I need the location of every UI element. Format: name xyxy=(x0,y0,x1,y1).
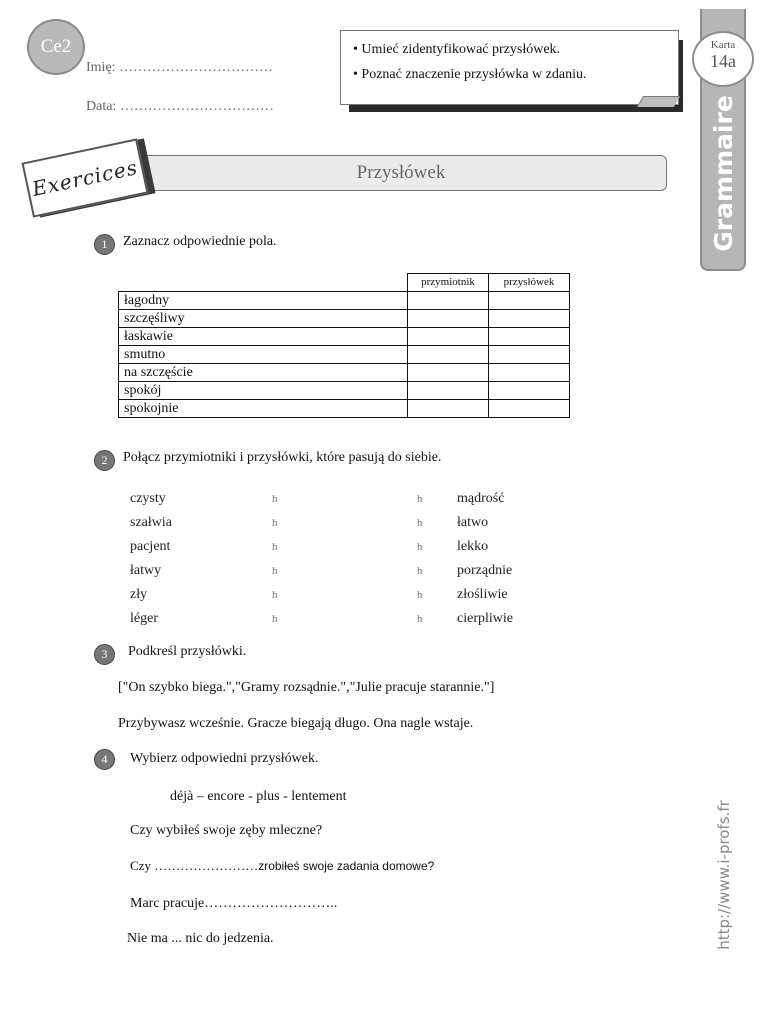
question-2-rest: zrobiłeś swoje zadania domowe? xyxy=(258,859,435,873)
card-number: 14a xyxy=(710,51,736,71)
word-cell: łagodny xyxy=(119,292,408,310)
match-dot-right[interactable]: h xyxy=(417,517,423,529)
adverb-checkbox[interactable] xyxy=(489,310,570,328)
table-row xyxy=(119,364,570,382)
adverb-checkbox[interactable] xyxy=(489,328,570,346)
right-word: porządnie xyxy=(457,563,513,578)
right-word: mądrość xyxy=(457,491,505,506)
table-row xyxy=(119,310,570,328)
question-2-blank[interactable]: Czy …………………… xyxy=(130,858,259,873)
date-field[interactable]: Data: …………………………… xyxy=(86,99,274,114)
question-3[interactable]: Marc pracuje……………………….. xyxy=(130,896,338,911)
table-row xyxy=(119,292,570,310)
word-cell: spokój xyxy=(119,382,408,400)
match-dot-right[interactable]: h xyxy=(417,541,423,553)
table-row xyxy=(119,346,570,364)
exercises-badge-label: Exercices xyxy=(30,155,140,201)
adjective-checkbox[interactable] xyxy=(408,328,489,346)
level-label: Ce2 xyxy=(40,36,72,57)
match-dot-left[interactable]: h xyxy=(272,565,278,577)
left-word: zły xyxy=(130,587,148,602)
table-row xyxy=(119,382,570,400)
adverb-checkbox[interactable] xyxy=(489,292,570,310)
word-cell: na szczęście xyxy=(119,364,408,382)
objective-2: • Poznać znaczenie przysłówka w zdaniu. xyxy=(353,67,587,82)
match-dot-left[interactable]: h xyxy=(272,541,278,553)
left-word: léger xyxy=(130,611,158,626)
adjective-checkbox[interactable] xyxy=(408,382,489,400)
question-4: Nie ma ... nic do jedzenia. xyxy=(127,931,274,946)
objectives-box xyxy=(340,30,679,105)
site-url[interactable]: http://www.i-profs.fr xyxy=(715,800,734,950)
match-dot-left[interactable]: h xyxy=(272,613,278,625)
word-cell: smutno xyxy=(119,346,408,364)
exercises-badge xyxy=(21,138,148,217)
table-corner xyxy=(119,274,408,292)
card-label: Karta xyxy=(710,39,736,51)
adjective-checkbox[interactable] xyxy=(408,310,489,328)
right-word: złośliwie xyxy=(457,587,508,602)
exercise-3-sentences-1: ["On szybko biega.","Gramy rozsądnie.","Julie pracuje starannie."] xyxy=(118,680,495,695)
word-cell: spokojnie xyxy=(119,400,408,418)
match-dot-right[interactable]: h xyxy=(417,493,423,505)
exercise-number-3: 3 xyxy=(94,644,115,665)
classification-table xyxy=(118,273,570,418)
page-curl-icon xyxy=(637,96,680,107)
word-options: déjà – encore - plus - lentement xyxy=(170,789,347,804)
word-cell: łaskawie xyxy=(119,328,408,346)
exercise-4-instruction: Wybierz odpowiedni przysłówek. xyxy=(130,751,319,766)
match-dot-right[interactable]: h xyxy=(417,589,423,601)
right-word: łatwo xyxy=(457,515,489,530)
adjective-checkbox[interactable] xyxy=(408,400,489,418)
side-tab-label: Grammaire xyxy=(708,94,738,252)
card-number-badge xyxy=(692,31,754,87)
adverb-checkbox[interactable] xyxy=(489,382,570,400)
column-header-adjective: przymiotnik xyxy=(408,274,489,292)
match-dot-right[interactable]: h xyxy=(417,613,423,625)
left-word: łatwy xyxy=(130,563,162,578)
exercise-2-instruction: Połącz przymiotniki i przysłówki, które pasują do siebie. xyxy=(123,450,442,465)
adverb-checkbox[interactable] xyxy=(489,346,570,364)
adjective-checkbox[interactable] xyxy=(408,364,489,382)
exercise-1-instruction: Zaznacz odpowiednie pola. xyxy=(123,234,277,249)
exercise-number-2: 2 xyxy=(94,450,115,471)
objective-1: • Umieć zidentyfikować przysłówek. xyxy=(353,42,561,57)
name-field[interactable]: Imię: …………………………… xyxy=(86,60,274,75)
match-dot-left[interactable]: h xyxy=(272,517,278,529)
match-dot-left[interactable]: h xyxy=(272,493,278,505)
left-word: szałwia xyxy=(130,515,172,530)
left-word: czysty xyxy=(130,491,166,506)
exercise-3-sentences-2: Przybywasz wcześnie. Gracze biegają długo. Ona nagle wstaje. xyxy=(118,716,474,731)
word-cell: szczęśliwy xyxy=(119,310,408,328)
adverb-checkbox[interactable] xyxy=(489,364,570,382)
left-word: pacjent xyxy=(130,539,171,554)
question-2 xyxy=(130,858,434,874)
table-row xyxy=(119,400,570,418)
column-header-adverb: przysłówek xyxy=(489,274,570,292)
table-header-row xyxy=(119,274,570,292)
exercise-3-instruction: Podkreśl przysłówki. xyxy=(128,644,247,659)
table-row xyxy=(119,328,570,346)
adjective-checkbox[interactable] xyxy=(408,292,489,310)
adverb-checkbox[interactable] xyxy=(489,400,570,418)
page-title: Przysłówek xyxy=(356,162,446,183)
exercise-number-1: 1 xyxy=(94,234,115,255)
exercise-number-4: 4 xyxy=(94,749,115,770)
question-1: Czy wybiłeś swoje zęby mleczne? xyxy=(130,823,323,838)
right-word: cierpliwie xyxy=(457,611,513,626)
match-dot-left[interactable]: h xyxy=(272,589,278,601)
level-badge xyxy=(27,19,85,75)
adjective-checkbox[interactable] xyxy=(408,346,489,364)
match-dot-right[interactable]: h xyxy=(417,565,423,577)
right-word: lekko xyxy=(457,539,489,554)
